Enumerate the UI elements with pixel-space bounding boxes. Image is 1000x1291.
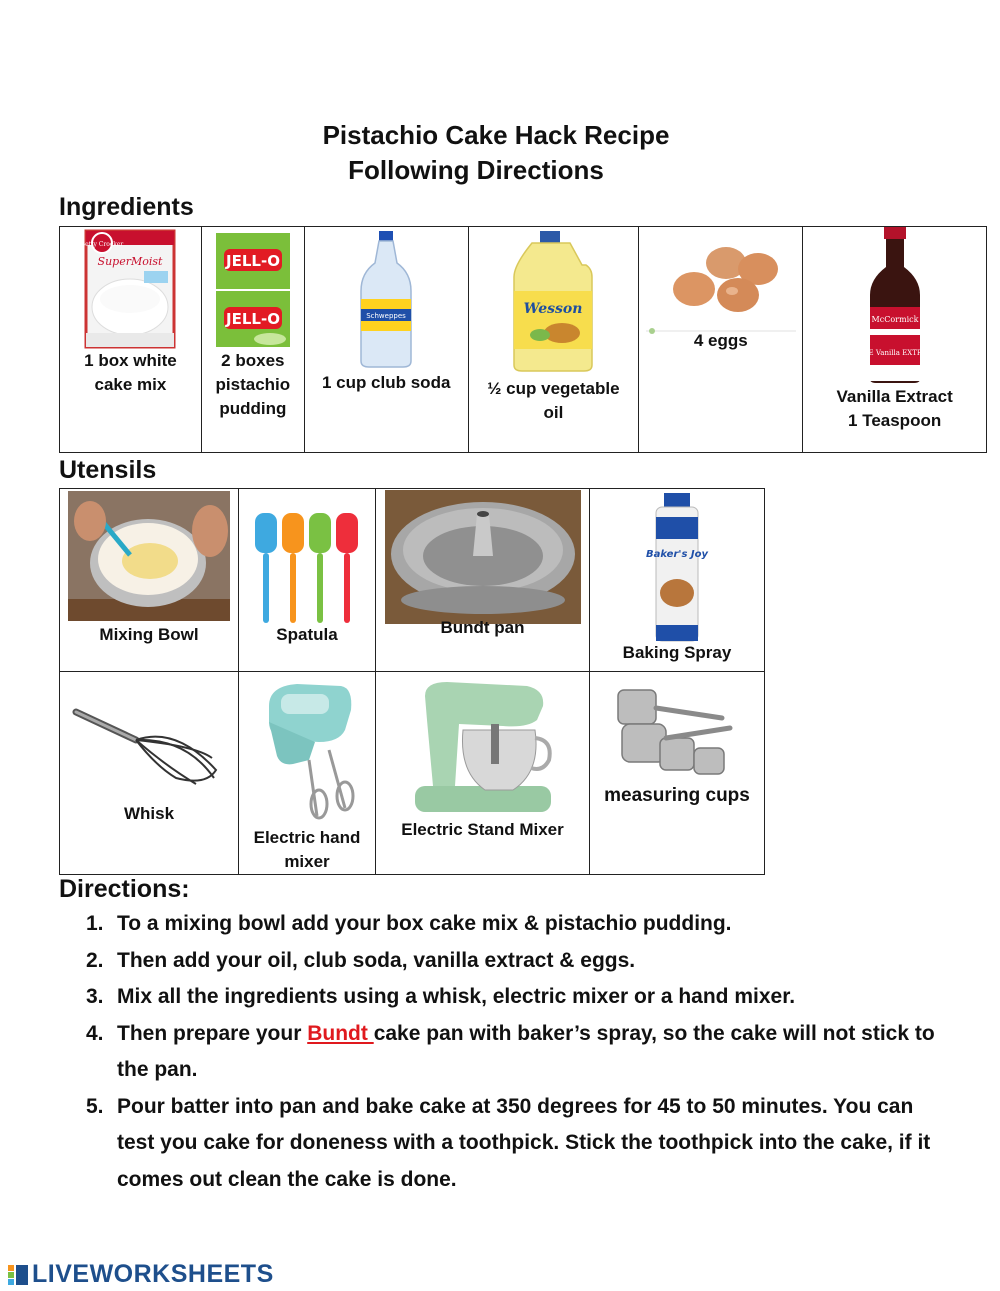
- vegetable-oil-jug-image: [510, 229, 596, 373]
- step-text: Then add your oil, club soda, vanilla extract & eggs.: [117, 948, 636, 972]
- ingredient-cell-eggs: [639, 227, 803, 453]
- electric-stand-mixer-image: [403, 676, 563, 818]
- ingredient-label-line1: 2 boxes: [221, 351, 285, 370]
- directions-list: [86, 906, 946, 1198]
- directions-heading: Directions:: [59, 875, 190, 903]
- direction-step: [86, 1089, 946, 1199]
- page-subtitle: Following Directions: [348, 155, 604, 185]
- baking-spray-can-image: [646, 493, 708, 643]
- ingredient-cell-vegetable-oil: [468, 227, 639, 453]
- step-text: Mix all the ingredients using a whisk, electric mixer or a hand mixer.: [117, 985, 796, 1008]
- ingredient-label-line1: 1 box white: [84, 351, 177, 370]
- step-number: 5.: [86, 1094, 104, 1118]
- utensil-label: Spatula: [276, 625, 338, 644]
- ingredient-label-line1: Vanilla Extract: [836, 387, 953, 406]
- oil-brand-text: Wesson: [524, 301, 583, 317]
- vanilla-extract-bottle-image: [852, 227, 937, 383]
- step-text-after: cake pan with baker’s spray, so the cake will not stick to the pan.: [117, 1021, 935, 1081]
- utensil-label: measuring cups: [604, 785, 750, 806]
- pudding-brand-text-bottom: JELL-O: [225, 310, 280, 328]
- utensil-cell-electric-stand-mixer: [376, 672, 590, 875]
- liveworksheets-logo-icon: [8, 1263, 30, 1285]
- club-soda-bottle-image: [351, 229, 421, 369]
- spray-brand-text: Baker's Joy: [646, 549, 708, 560]
- ingredient-label-line2: cake mix: [94, 375, 167, 394]
- pudding-brand-text-top: JELL-O: [225, 252, 280, 270]
- ingredient-label-line1: ½ cup vegetable: [487, 379, 620, 398]
- cake-mix-box-image: [82, 229, 178, 349]
- direction-step: [86, 979, 946, 1016]
- ingredient-label-line1: 4 eggs: [693, 331, 748, 350]
- step-number: 3.: [86, 985, 104, 1008]
- ingredients-table: [59, 226, 987, 453]
- utensil-cell-bundt-pan: [376, 489, 590, 672]
- ingredient-cell-vanilla: [803, 227, 987, 453]
- utensil-label-line2: mixer: [284, 852, 330, 871]
- utensil-cell-electric-hand-mixer: [239, 672, 376, 875]
- step-number: 2.: [86, 948, 104, 972]
- utensil-label: Mixing Bowl: [99, 625, 199, 644]
- electric-hand-mixer-image: [249, 676, 365, 824]
- direction-step: [86, 906, 946, 943]
- step-text: Pour batter into pan and bake cake at 350 degrees for 45 to 50 minutes. You can test you cake for doneness with a toothpick. Stick the toothpick into the cake, if it comes out clean the cake is done.: [117, 1094, 931, 1191]
- ingredients-heading: Ingredients: [59, 193, 194, 221]
- whisk-image: [66, 686, 226, 798]
- utensil-cell-measuring-cups: [590, 672, 765, 875]
- utensils-table: [59, 488, 765, 875]
- direction-step: [86, 943, 946, 980]
- cake-box-brand-text: Betty Crocker: [81, 241, 124, 248]
- ingredient-label-line3: pudding: [219, 399, 287, 418]
- mixing-bowl-image: [68, 491, 230, 621]
- utensil-label: Bundt pan: [440, 618, 525, 637]
- ingredient-cell-club-soda: [304, 227, 468, 453]
- utensil-label: Baking Spray: [622, 643, 732, 662]
- utensil-cell-baking-spray: [590, 489, 765, 672]
- pudding-boxes-image: [210, 231, 296, 349]
- cake-box-name-text: SuperMoist: [97, 255, 163, 268]
- bundt-link[interactable]: Bundt: [307, 1021, 374, 1045]
- measuring-cups-image: [612, 688, 742, 778]
- step-text: To a mixing bowl add your box cake mix & pistachio pudding.: [117, 912, 732, 935]
- utensil-cell-spatula: [239, 489, 376, 672]
- step-text-before: Then prepare your: [117, 1021, 308, 1045]
- ingredient-cell-pudding: [201, 227, 304, 453]
- vanilla-brand-text: McCormick: [871, 315, 919, 324]
- utensils-heading: Utensils: [59, 456, 157, 484]
- liveworksheets-logo-text: LIVEWORKSHEETS: [32, 1259, 274, 1288]
- step-number: 1.: [86, 912, 104, 935]
- step-number: 4.: [86, 1021, 104, 1045]
- utensil-label-line1: Electric hand: [253, 828, 361, 847]
- ingredient-label-line2: oil: [543, 403, 564, 422]
- page-title: Pistachio Cake Hack Recipe: [322, 120, 670, 150]
- ingredient-label-line2: pistachio: [215, 375, 291, 394]
- soda-brand-text: Schweppes: [366, 312, 406, 320]
- vanilla-label-text: PURE Vanilla EXTRACT: [852, 349, 937, 357]
- ingredient-label-line1: 1 cup club soda: [321, 373, 451, 392]
- bundt-pan-image: [385, 490, 581, 624]
- utensil-cell-whisk: [60, 672, 239, 875]
- utensil-label: Whisk: [123, 804, 175, 823]
- ingredient-cell-cake-mix: [60, 227, 202, 453]
- ingredient-label-line2: 1 Teaspoon: [848, 411, 942, 430]
- spatula-image: [249, 509, 365, 627]
- direction-step: [86, 1016, 946, 1089]
- utensil-label: Electric Stand Mixer: [401, 820, 564, 839]
- utensil-cell-mixing-bowl: [60, 489, 239, 672]
- eggs-image: [646, 233, 796, 339]
- liveworksheets-logo[interactable]: [8, 1259, 274, 1289]
